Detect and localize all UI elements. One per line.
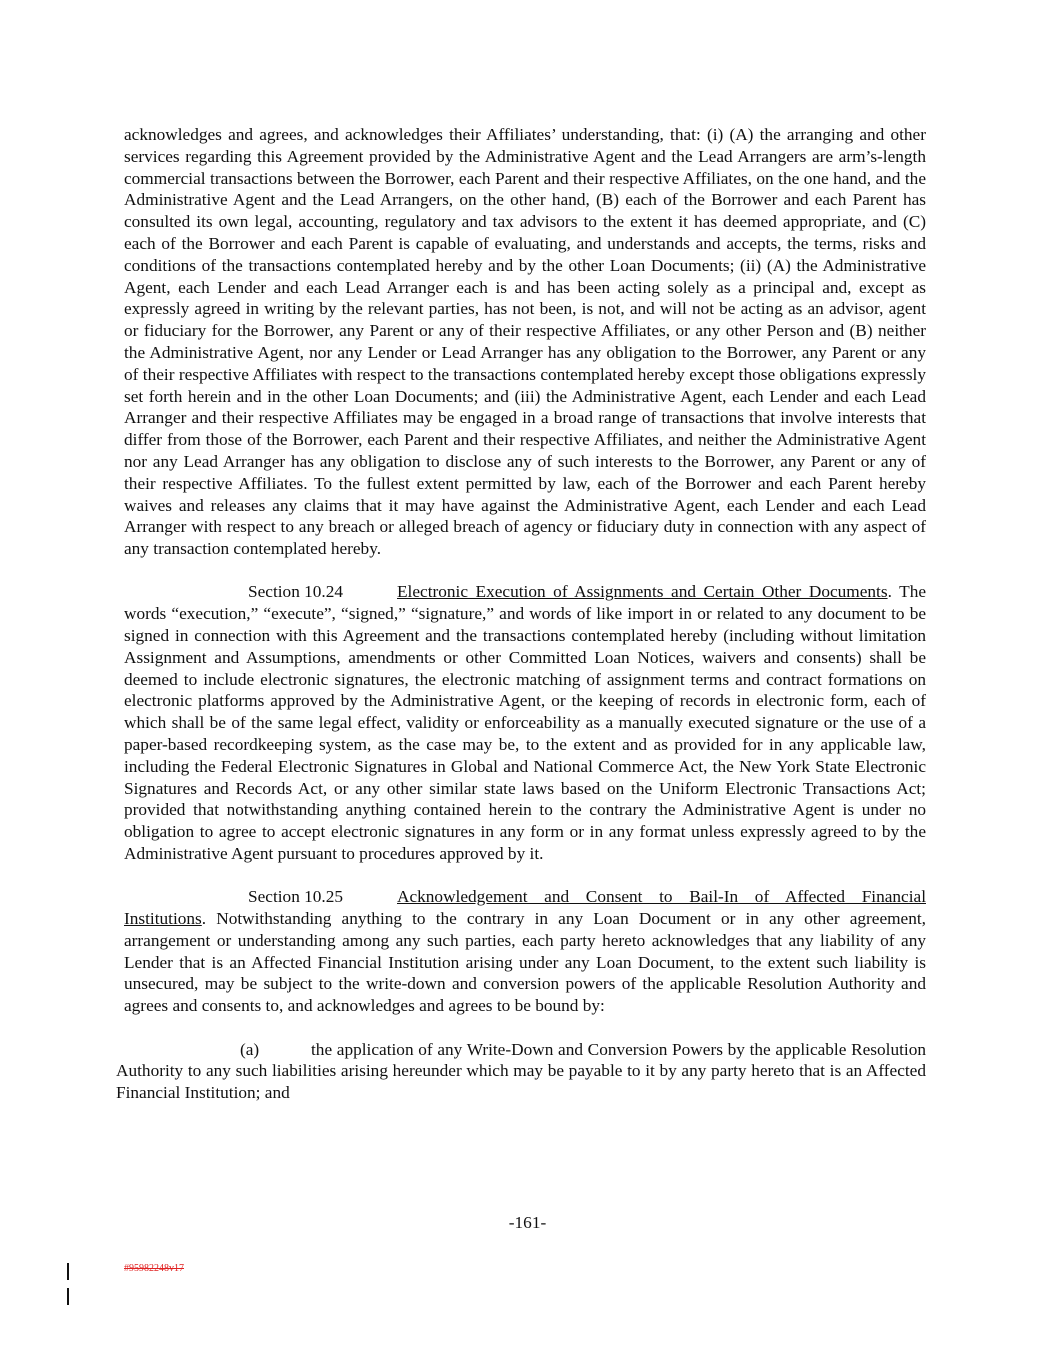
- section-10-24-number: Section 10.24: [248, 582, 344, 602]
- item-a: [116, 1039, 926, 1104]
- section-10-25: [124, 886, 926, 1017]
- item-a-text: the application of any Write-Down and Conversion Powers by the applicable Resolution Authority to any such liabilities arising hereunder which may be payable to it by any party hereto that is an Affected Financial Institution; and: [116, 1039, 926, 1103]
- section-10-25-heading-end: .: [201, 909, 207, 929]
- document-body: [116, 124, 926, 1125]
- section-10-24: [124, 581, 926, 864]
- change-bar-marker: [67, 1263, 69, 1280]
- section-10-25-number: Section 10.25: [248, 887, 344, 907]
- section-10-24-heading: Electronic Execution of Assignments and Certain Other Documents: [397, 582, 888, 602]
- item-a-label: (a): [240, 1039, 260, 1059]
- section-10-25-body: Notwithstanding anything to the contrary in any Loan Document or in any other agreement, arrangement or understanding among any such parties, each party hereto acknowledges that any liability of any Lender that is an Affected Financial Institution arising under any Loan Document, to the extent such liability is unsecured, may be subject to the write-down and conversion powers of the applicable Resolution Authority and agrees and consents to, and acknowledges and agrees to be bound by:: [124, 909, 926, 1016]
- opening-paragraph: acknowledges and agrees, and acknowledges their Affiliates’ understanding, that: (i) (A) the arranging and other services regarding this Agreement provided by the Administrative Agent and the Lead Arrangers are arm’s-length commercial transactions between the Borrower, each Parent and their respective Affiliates, on the one hand, and the Administrative Agent and the Lead Arrangers, on the other hand, (B) each of the Borrower and each Parent has consulted its own legal, accounting, regulatory and tax advisors to the extent it has deemed appropriate, and (C) each of the Borrower and each Parent is capable of evaluating, and understands and accepts, the terms, risks and conditions of the transactions contemplated hereby and by the other Loan Documents; (ii) (A) the Administrative Agent, each Lender and each Lead Arranger each is and has been acting solely as a principal and, except as expressly agreed in writing by the relevant parties, has not been, is not, and will not be acting as an advisor, agent or fiduciary for the Borrower, any Parent or any of their respective Affiliates, or any other Person and (B) neither the Administrative Agent, nor any Lender or Lead Arranger has any obligation to the Borrower, any Parent or any of their respective Affiliates with respect to the transactions contemplated hereby except those obligations expressly set forth herein and in the other Loan Documents; and (iii) the Administrative Agent, each Lender and each Lead Arranger and their respective Affiliates may be engaged in a broad range of transactions that involve interests that differ from those of the Borrower, each Parent and their respective Affiliates, and neither the Administrative Agent nor any Lead Arranger has any obligation to disclose any of such interests to the Borrower, any Parent or any of their respective Affiliates. To the fullest extent permitted by law, each of the Borrower and each Parent hereby waives and releases any claims that it may have against the Administrative Agent, each Lender and each Lead Arranger with respect to any breach or alleged breach of agency or fiduciary duty in connection with any aspect of any transaction contemplated hereby.: [124, 125, 926, 559]
- document-id: #95982248v17: [124, 1263, 184, 1274]
- change-bar-marker: [67, 1288, 69, 1305]
- section-10-25-heading: Acknowledgement and Consent to Bail-In of Affected Financial Institutions: [124, 887, 926, 929]
- page-number: -161-: [508, 1213, 547, 1232]
- section-10-24-body: The words “execution,” “execute”, “signed,” “signature,” and words of like import in or related to any document to be signed in connection with this Agreement and the transactions contemplated hereby (including without limitation Assignment and Assumptions, amendments or other Committed Loan Notices, waivers and consents) shall be deemed to include electronic signatures, the electronic matching of assignment terms and contract formations on electronic platforms approved by the Administrative Agent, or the keeping of records in electronic form, each of which shall be of the same legal effect, validity or enforceability as a manually executed signature or the use of a paper-based recordkeeping system, as the case may be, to the extent and as provided for in any applicable law, including the Federal Electronic Signatures in Global and National Commerce Act, the New York State Electronic Signatures and Records Act, or any other similar state laws based on the Uniform Electronic Transactions Act; provided that notwithstanding anything contained herein to the contrary the Administrative Agent is under no obligation to agree to accept electronic signatures in any form or in any format unless expressly agreed to by the Administrative Agent pursuant to procedures approved by it.: [124, 582, 926, 863]
- section-10-24-heading-end: .: [887, 582, 892, 602]
